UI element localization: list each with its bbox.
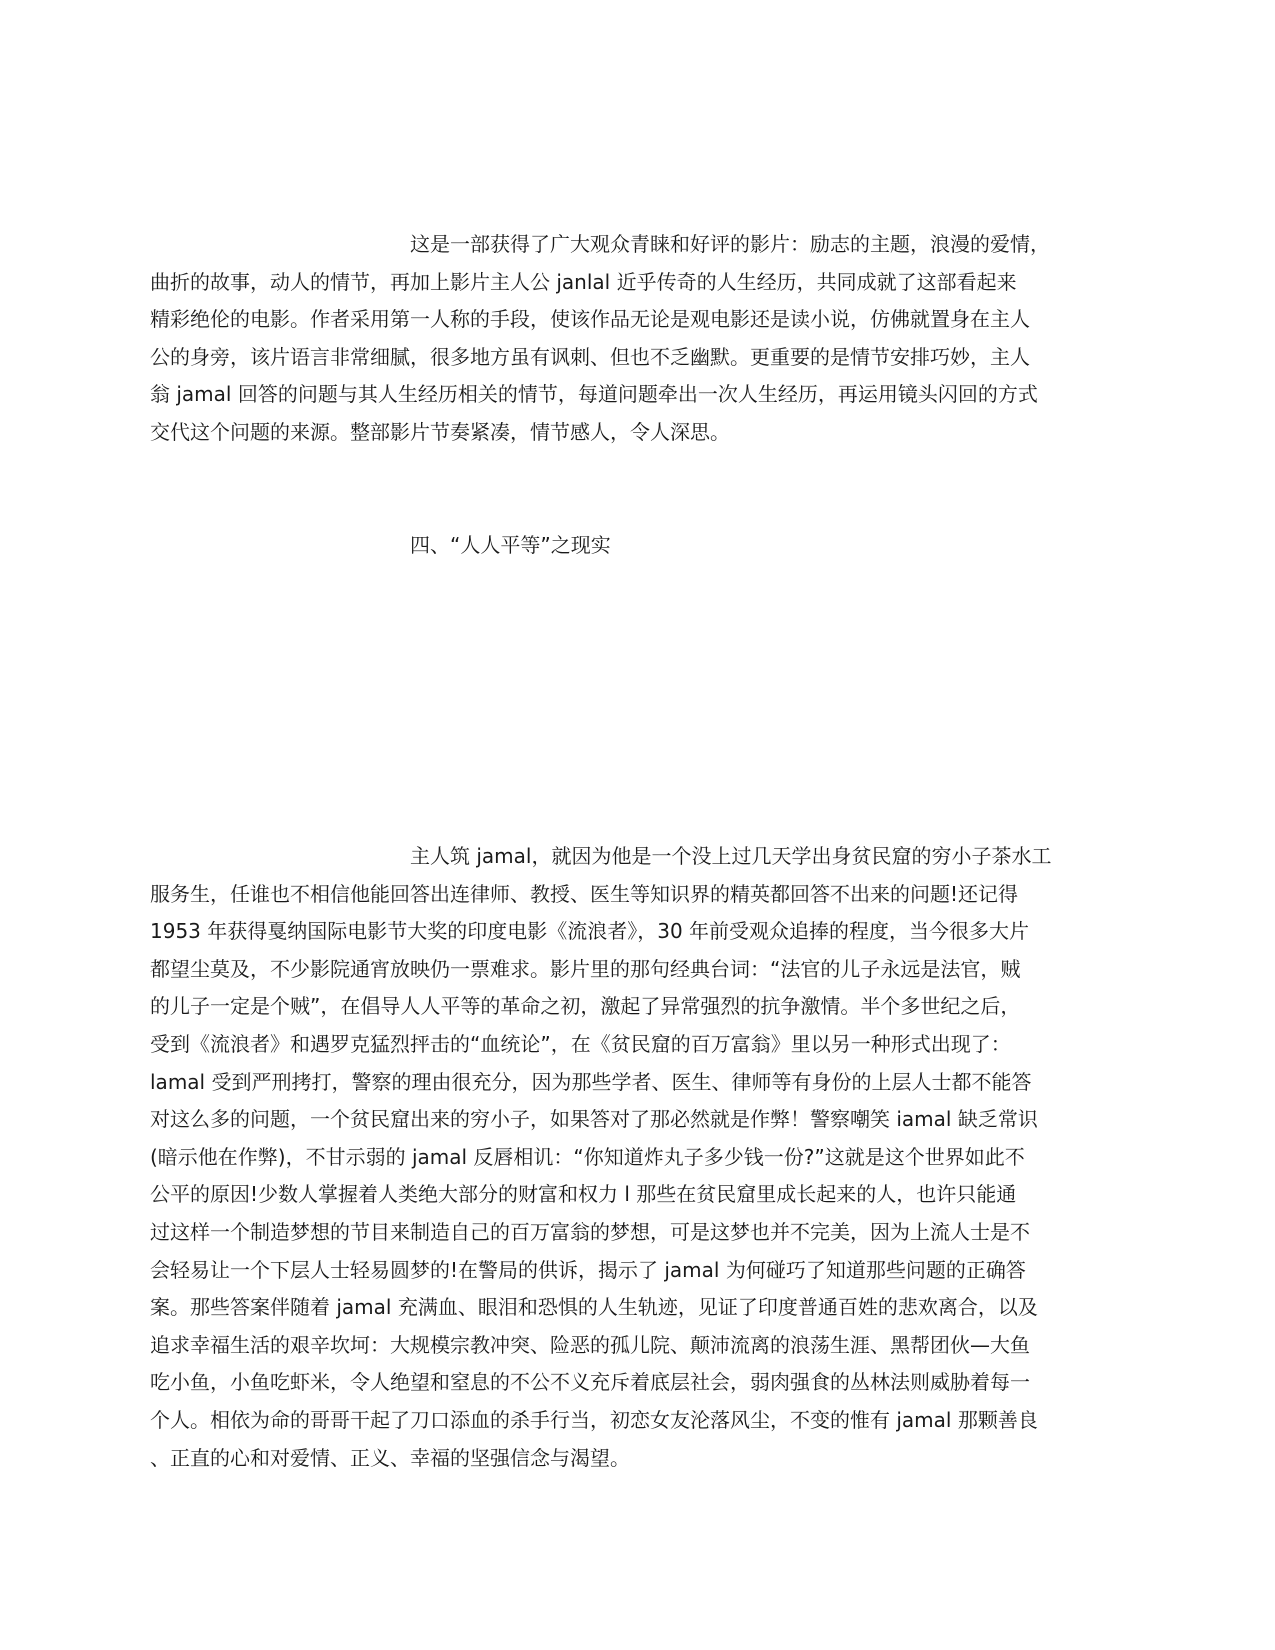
text-line: 主人筑 jamal，就因为他是一个没上过几天学出身贫民窟的穷小子茶水工	[410, 844, 1052, 868]
text-line: 1953 年获得戛纳国际电影节大奖的印度电影《流浪者》，30 年前受观众追捧的程度，当今很多大片	[150, 919, 1030, 944]
text-line: (暗示他在作弊)，不甘示弱的 jamal 反唇相讥：“你知道炸丸子多少钱一份?”这就是这个世界如此不	[150, 1144, 1025, 1169]
text-line: 服务生，任谁也不相信他能回答出连律师、教授、医生等知识界的精英都回答不出来的问题!还记得	[150, 881, 1019, 906]
text-line: 公的身旁，该片语言非常细腻，很多地方虽有讽刺、但也不乏幽默。更重要的是情节安排巧妙，主人	[150, 344, 1030, 369]
paragraph-equality	[150, 838, 1130, 1477]
text-line: 这是一部获得了广大观众青睐和好评的影片：励志的主题，浪漫的爱情，	[410, 232, 1050, 256]
text-line: lamal 受到严刑拷打，警察的理由很充分，因为那些学者、医生、律师等有身份的上层人士都不能答	[150, 1069, 1032, 1094]
section-heading: 四、“人人平等”之现实	[410, 533, 611, 557]
text-line: 追求幸福生活的艰辛坎坷：大规模宗教冲突、险恶的孤儿院、颠沛流离的浪荡生涯、黑帮团伙—大鱼	[150, 1332, 1030, 1357]
text-line: 曲折的故事，动人的情节，再加上影片主人公 janlal 近乎传奇的人生经历，共同成就了这部看起来	[150, 269, 1017, 294]
text-line: 受到《流浪者》和遇罗克猛烈抨击的“血统论”，在《贫民窟的百万富翁》里以另一种形式出现了：	[150, 1031, 1011, 1056]
text-line: 翁 jamal 回答的问题与其人生经历相关的情节，每道问题牵出一次人生经历，再运用镜头闪回的方式	[150, 382, 1038, 407]
text-line: 个人。相依为命的哥哥干起了刀口添血的杀手行当，初恋女友沦落风尘，不变的惟有 jamal 那颗善良	[150, 1407, 1038, 1432]
text-line: 对这么多的问题，一个贫民窟出来的穷小子，如果答对了那必然就是作弊！警察嘲笑 iamal 缺乏常识	[150, 1107, 1038, 1132]
text-line: 吃小鱼，小鱼吃虾米，令人绝望和窒息的不公不义充斥着底层社会，弱肉强食的丛林法则威胁着每一	[150, 1370, 1030, 1395]
text-line: 交代这个问题的来源。整部影片节奏紧凑，情节感人，令人深思。	[150, 419, 730, 444]
text-line: 过这样一个制造梦想的节目来制造自己的百万富翁的梦想，可是这梦也并不完美，因为上流人士是不	[150, 1219, 1030, 1244]
text-line: 都望尘莫及，不少影院通宵放映仍一票难求。影片里的那句经典台词：“法官的儿子永远是法官，贼	[150, 956, 1021, 981]
paragraph-intro	[150, 226, 1130, 452]
text-line: 公平的原因!少数人掌握着人类绝大部分的财富和权力 l 那些在贫民窟里成长起来的人，也许只能通	[150, 1182, 1017, 1207]
text-line: 的儿子一定是个贼”，在倡导人人平等的革命之初，激起了异常强烈的抗争激情。半个多世纪之后，	[150, 994, 1021, 1019]
text-line: 、正直的心和对爱情、正义、幸福的坚强信念与渴望。	[150, 1445, 630, 1470]
text-line: 会轻易让一个下层人士轻易圆梦的!在警局的供诉，揭示了 jamal 为何碰巧了知道那些问题的正确答	[150, 1257, 1026, 1282]
text-line: 精彩绝伦的电影。作者采用第一人称的手段，使该作品无论是观电影还是读小说，仿佛就置身在主人	[150, 307, 1030, 332]
text-line: 案。那些答案伴随着 jamal 充满血、眼泪和恐惧的人生轨迹，见证了印度普通百姓的悲欢离合，以及	[150, 1295, 1038, 1320]
